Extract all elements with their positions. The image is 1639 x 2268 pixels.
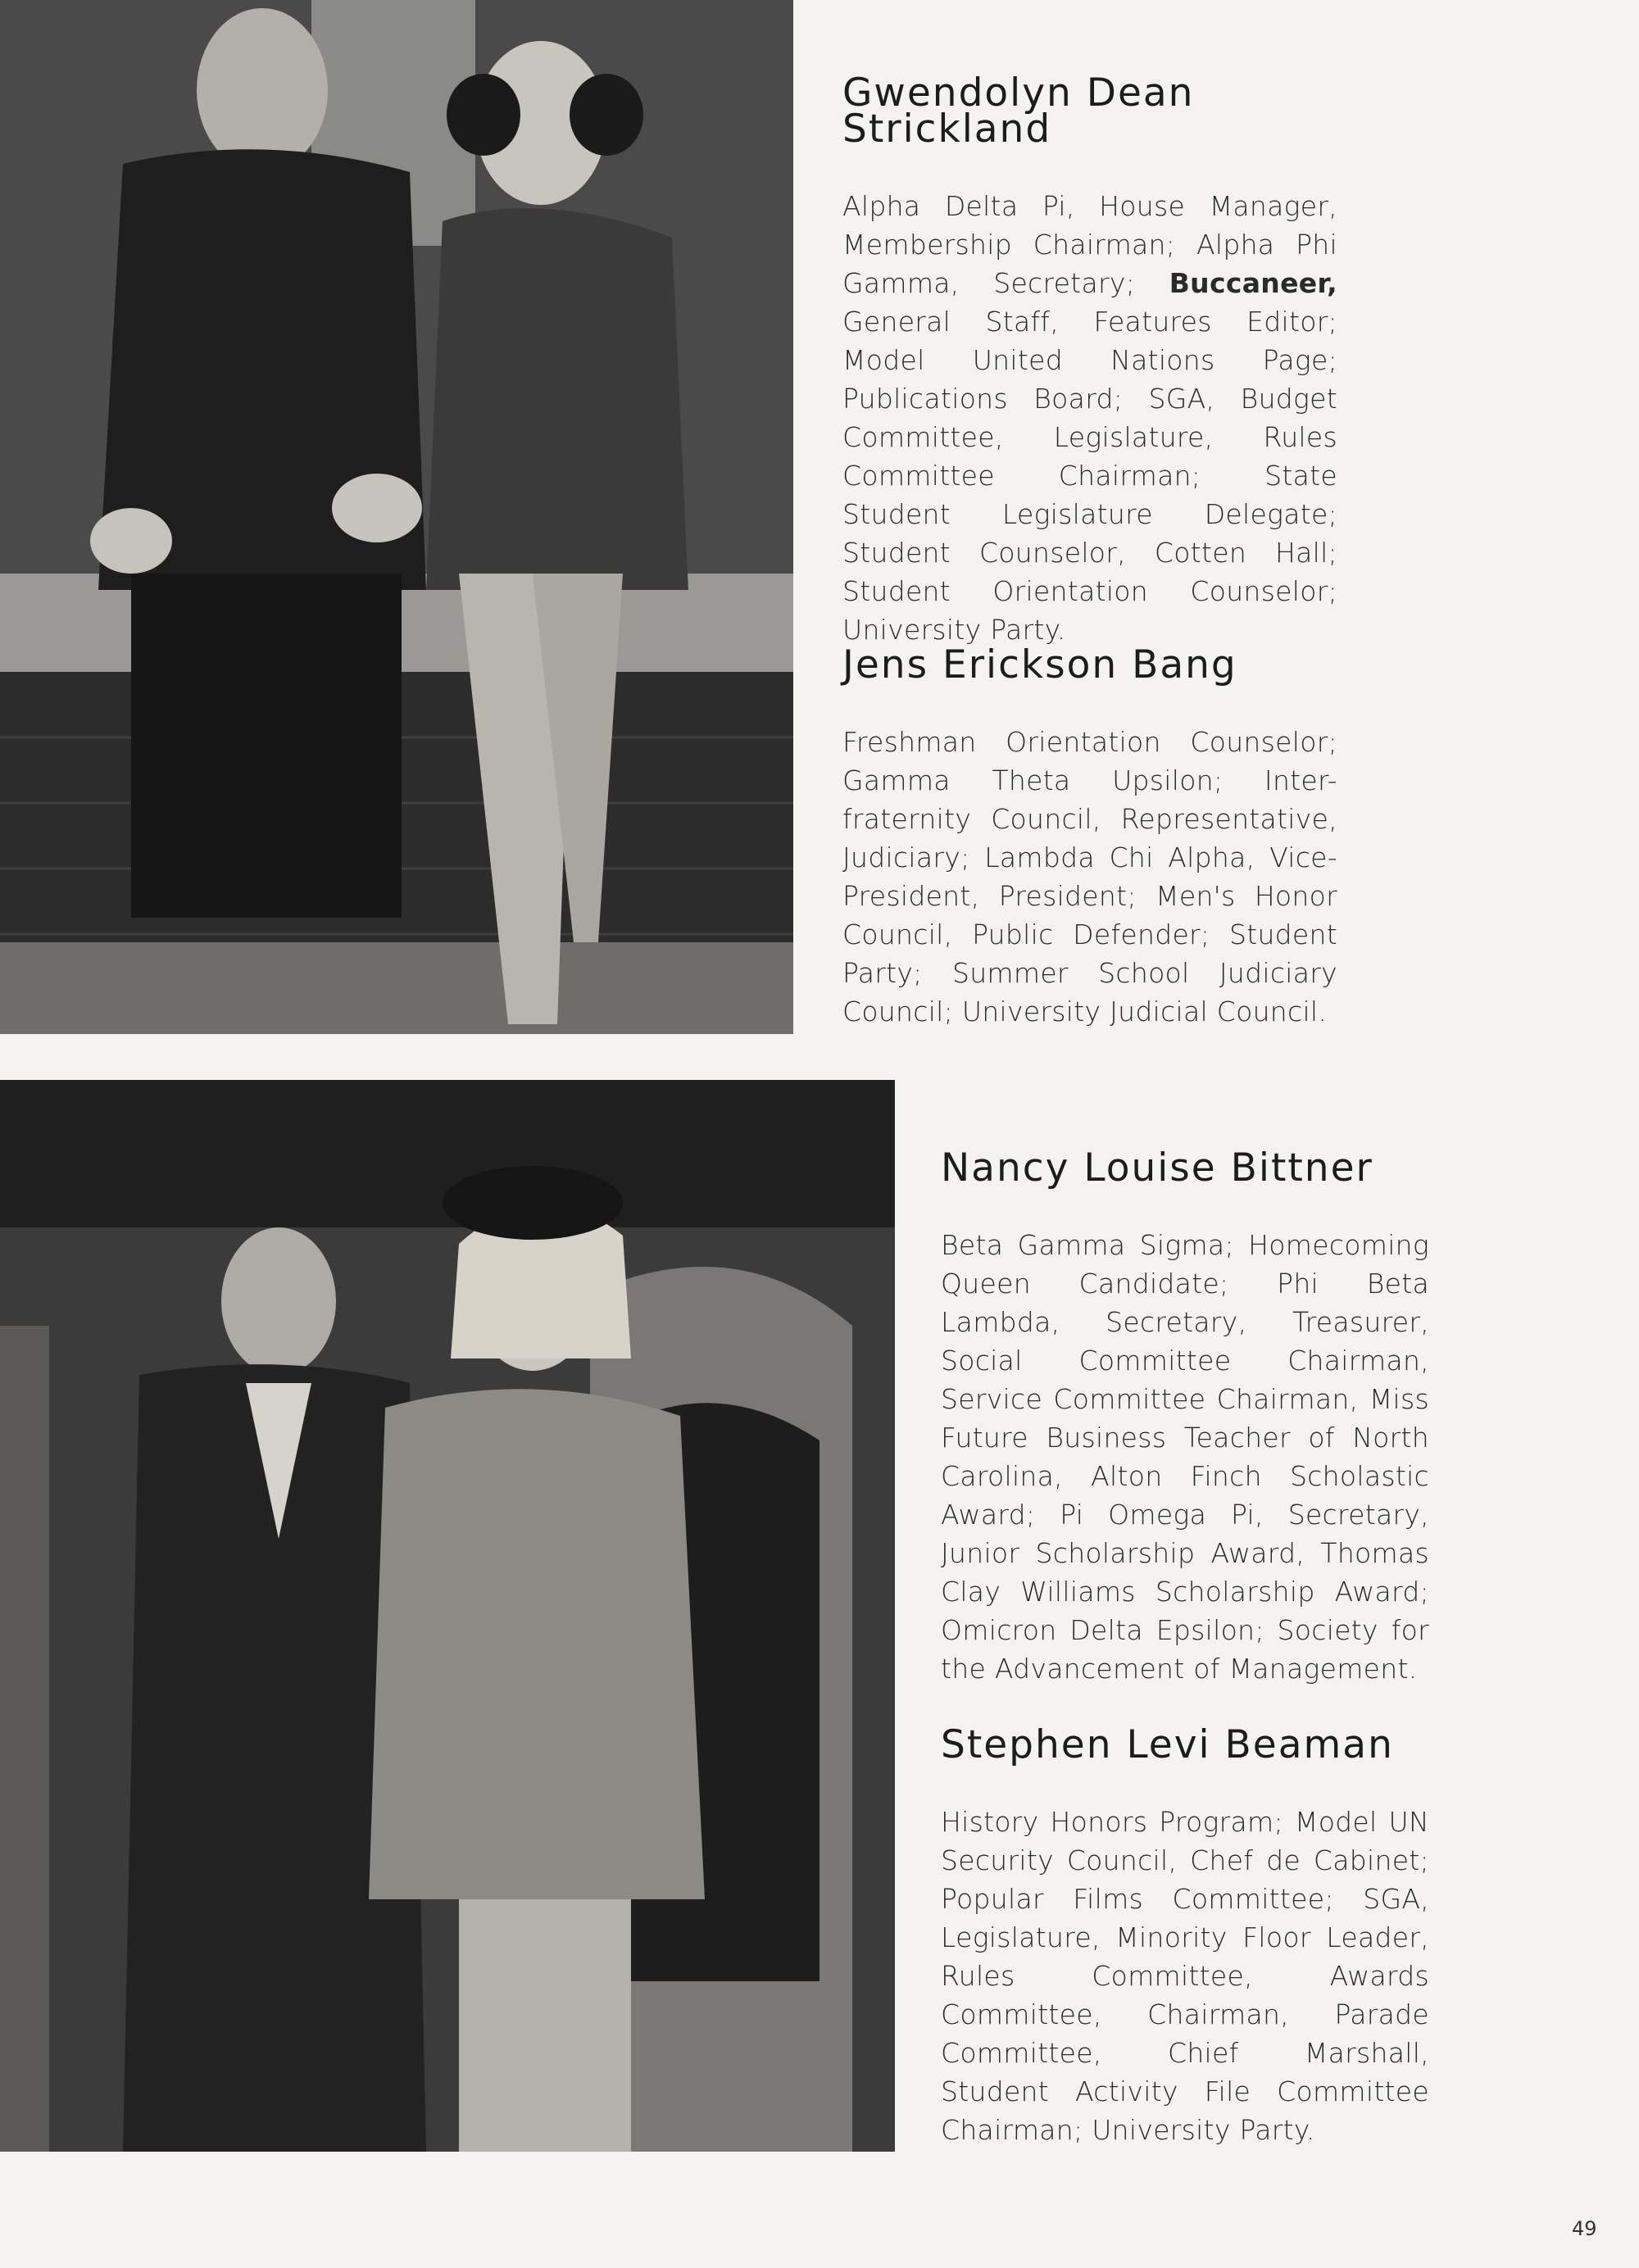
student-name-line1: Jens Erickson Bang bbox=[842, 642, 1237, 687]
bio-nancy-bittner bbox=[941, 1145, 1429, 1688]
student-activities: Freshman Orientation Counselor; Gamma Theta Upsilon; Inter-fraternity Council, Representative, Judiciary; Lambda Chi Alpha, Vice-President, President; Men's Honor Council, Public Defender; Student Party; Summer School Judiciary Council; University Judicial Council. bbox=[842, 726, 1337, 1027]
bio-jens-bang bbox=[842, 642, 1337, 1031]
photo-couple-seated bbox=[0, 0, 793, 1034]
student-activities bbox=[842, 187, 1337, 649]
student-activities: History Honors Program; Model UN Security Council, Chef de Cabinet; Popular Films Committee; SGA, Legislature, Minority Floor Leader, Rules Committee, Awards Committee, Chairman, Parade Committee, Chief Marshall, Student Activity File Committee Chairman; University Party. bbox=[941, 1806, 1429, 2146]
bio-stephen-beaman bbox=[941, 1722, 1429, 2149]
student-name bbox=[842, 642, 1337, 687]
student-name-line1: Stephen Levi Beaman bbox=[941, 1722, 1394, 1767]
activities-text-part2: General Staff, Features Editor; Model United Nations Page; Publications Board; SGA, Budget Committee, Legislature, Rules Committee Chairman; State Student Legislature Delegate; Student Counselor, Cotten Hall; Student Orientation Counselor; University Party. bbox=[842, 306, 1337, 646]
photo-couple-standing bbox=[0, 1080, 895, 2152]
student-name bbox=[941, 1722, 1429, 1767]
photo-couple-standing-image bbox=[0, 1080, 895, 2152]
page-number: 49 bbox=[1572, 2217, 1597, 2240]
bio-gwendolyn-strickland bbox=[842, 70, 1337, 649]
student-name-line1: Nancy Louise Bittner bbox=[941, 1145, 1373, 1191]
student-name-line2: Strickland bbox=[842, 107, 1052, 152]
student-activities: Beta Gamma Sigma; Homecoming Queen Candidate; Phi Beta Lambda, Secretary, Treasurer, Social Committee Chairman, Service Committee Chairman, Miss Future Business Teacher of North Carolina, Alton Finch Scholastic Award; Pi Omega Pi, Secretary, Junior Scholarship Award, Thomas Clay Williams Scholarship Award; Omicron Delta Epsilon; Society for the Advancement of Management. bbox=[941, 1229, 1429, 1685]
student-name bbox=[842, 70, 1337, 152]
activities-text-part1: Alpha Delta Pi, House Manager, Membership Chairman; Alpha Phi Gamma, Secretary; bbox=[842, 190, 1337, 299]
activities-bold-term: Buccaneer, bbox=[1169, 267, 1337, 299]
photo-couple-seated-image bbox=[0, 0, 793, 1034]
student-name bbox=[941, 1145, 1429, 1191]
student-name-line1: Gwendolyn Dean bbox=[842, 70, 1195, 116]
